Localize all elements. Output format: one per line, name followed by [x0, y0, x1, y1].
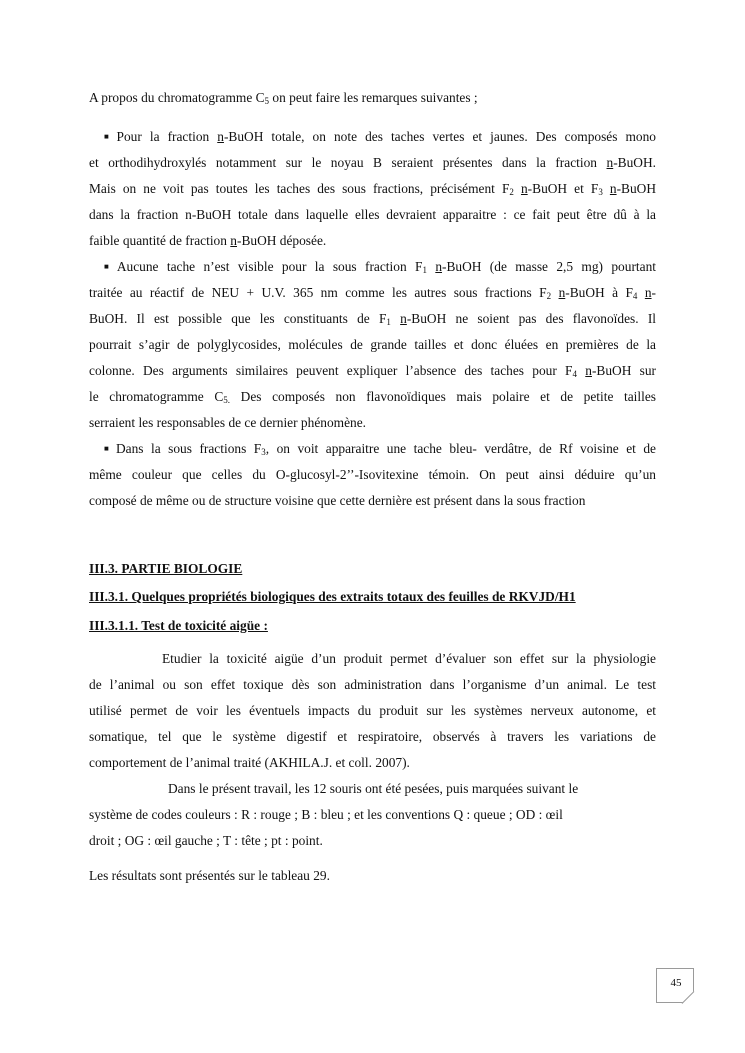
remark2-line2: traitée au réactif de NEU + U.V. 365 nm comme les autres sous fractions $F_2$ n-BuOH à $F_4$ n-	[89, 285, 657, 301]
remark3-line3: composé de même ou de structure voisine que cette dernière est présent dans la sous fraction	[89, 493, 586, 508]
remark2-line5: colonne. Des arguments similaires peuvent expliquer l’absence des taches pour $F_4$ n-BuOH sur	[89, 363, 657, 379]
page-number-box	[656, 968, 694, 1003]
remark2-line1: ■ Aucune tache n’est visible pour la sous fraction $F_1$ n-BuOH (de masse 2,5 mg) pourtant	[104, 259, 656, 275]
bio1-line2: de l’animal ou son effet toxique dès son administration dans l’organisme d’un animal. Le test	[89, 677, 656, 692]
remark1-line5: faible quantité de fraction n-BuOH déposée.	[89, 233, 327, 248]
bio2-line3: droit ; OG : œil gauche ; T : tête ; pt : point.	[89, 833, 323, 848]
bio1-line4: somatique, tel que le système digestif et respiratoire, observés à travers les variations de	[89, 729, 656, 744]
bio1-line1: Etudier la toxicité aigüe d’un produit permet d’évaluer son effet sur la physiologie	[162, 651, 656, 666]
bullet-icon: ■	[104, 132, 114, 141]
results-line: Les résultats sont présentés sur le tableau 29.	[89, 868, 330, 883]
heading-partie-biologie: III.3. PARTIE BIOLOGIE	[89, 561, 243, 576]
remark3-line2: même couleur que celles du O-glucosyl-2’’-Isovitexine témoin. On peut ainsi déduire qu’un	[89, 467, 656, 482]
remark3-line1: ■ Dans la sous fractions $F_3$, on voit apparaitre une tache bleu- verdâtre, de Rf voisine et de	[104, 441, 656, 457]
intro-line: A propos du chromatogramme $C_5$ on peut faire les remarques suivantes ;	[89, 90, 478, 106]
remark1-line2: et orthodihydroxylés notamment sur le noyau B seraient présentes dans la fraction n-BuOH.	[89, 155, 656, 170]
bullet-icon: ■	[104, 444, 113, 453]
heading-test-toxicite: III.3.1.1. Test de toxicité aigüe :	[89, 618, 268, 633]
heading-proprietes-biologiques: III.3.1. Quelques propriétés biologiques des extraits totaux des feuilles de RKVJD/H1	[89, 589, 576, 604]
remark2-line4: pourrait s’agir de polyglycosides, molécules de grande tailles et donc éluées en premières de la	[89, 337, 656, 352]
bio2-line2: système de codes couleurs : R : rouge ; B : bleu ; et les conventions Q : queue ; OD : œil	[89, 807, 563, 822]
bio2-line1: Dans le présent travail, les 12 souris ont été pesées, puis marquées suivant le	[168, 781, 579, 796]
remark1-line1: ■ Pour la fraction n-BuOH totale, on note des taches vertes et jaunes. Des composés mono	[104, 129, 656, 144]
remark2-line6: le chromatogramme $C_{5.}$ Des composés non flavonoïdiques mais polaire et de petite tailles	[89, 389, 657, 405]
bio1-line3: utilisé permet de voir les éventuels impacts du produit sur les systèmes nerveux autonome, et	[89, 703, 656, 718]
remark1-line3: Mais on ne voit pas toutes les taches des sous fractions, précisément $F_2$ n-BuOH et $F_3$ n-BuOH	[89, 181, 657, 197]
bullet-icon: ■	[104, 262, 114, 271]
page-number: 45	[670, 977, 682, 989]
remark1-line4: dans la fraction n-BuOH totale dans laquelle elles devraient apparaitre : ce fait peut être dû à la	[89, 207, 656, 222]
bio1-line5: comportement de l’animal traité (AKHILA.J. et coll. 2007).	[89, 755, 410, 770]
remark2-line7: serraient les responsables de ce dernier phénomène.	[89, 415, 366, 430]
remark2-line3: BuOH. Il est possible que les constituants de $F_1$ n-BuOH ne soient pas des flavonoïdes. Il	[89, 311, 656, 327]
